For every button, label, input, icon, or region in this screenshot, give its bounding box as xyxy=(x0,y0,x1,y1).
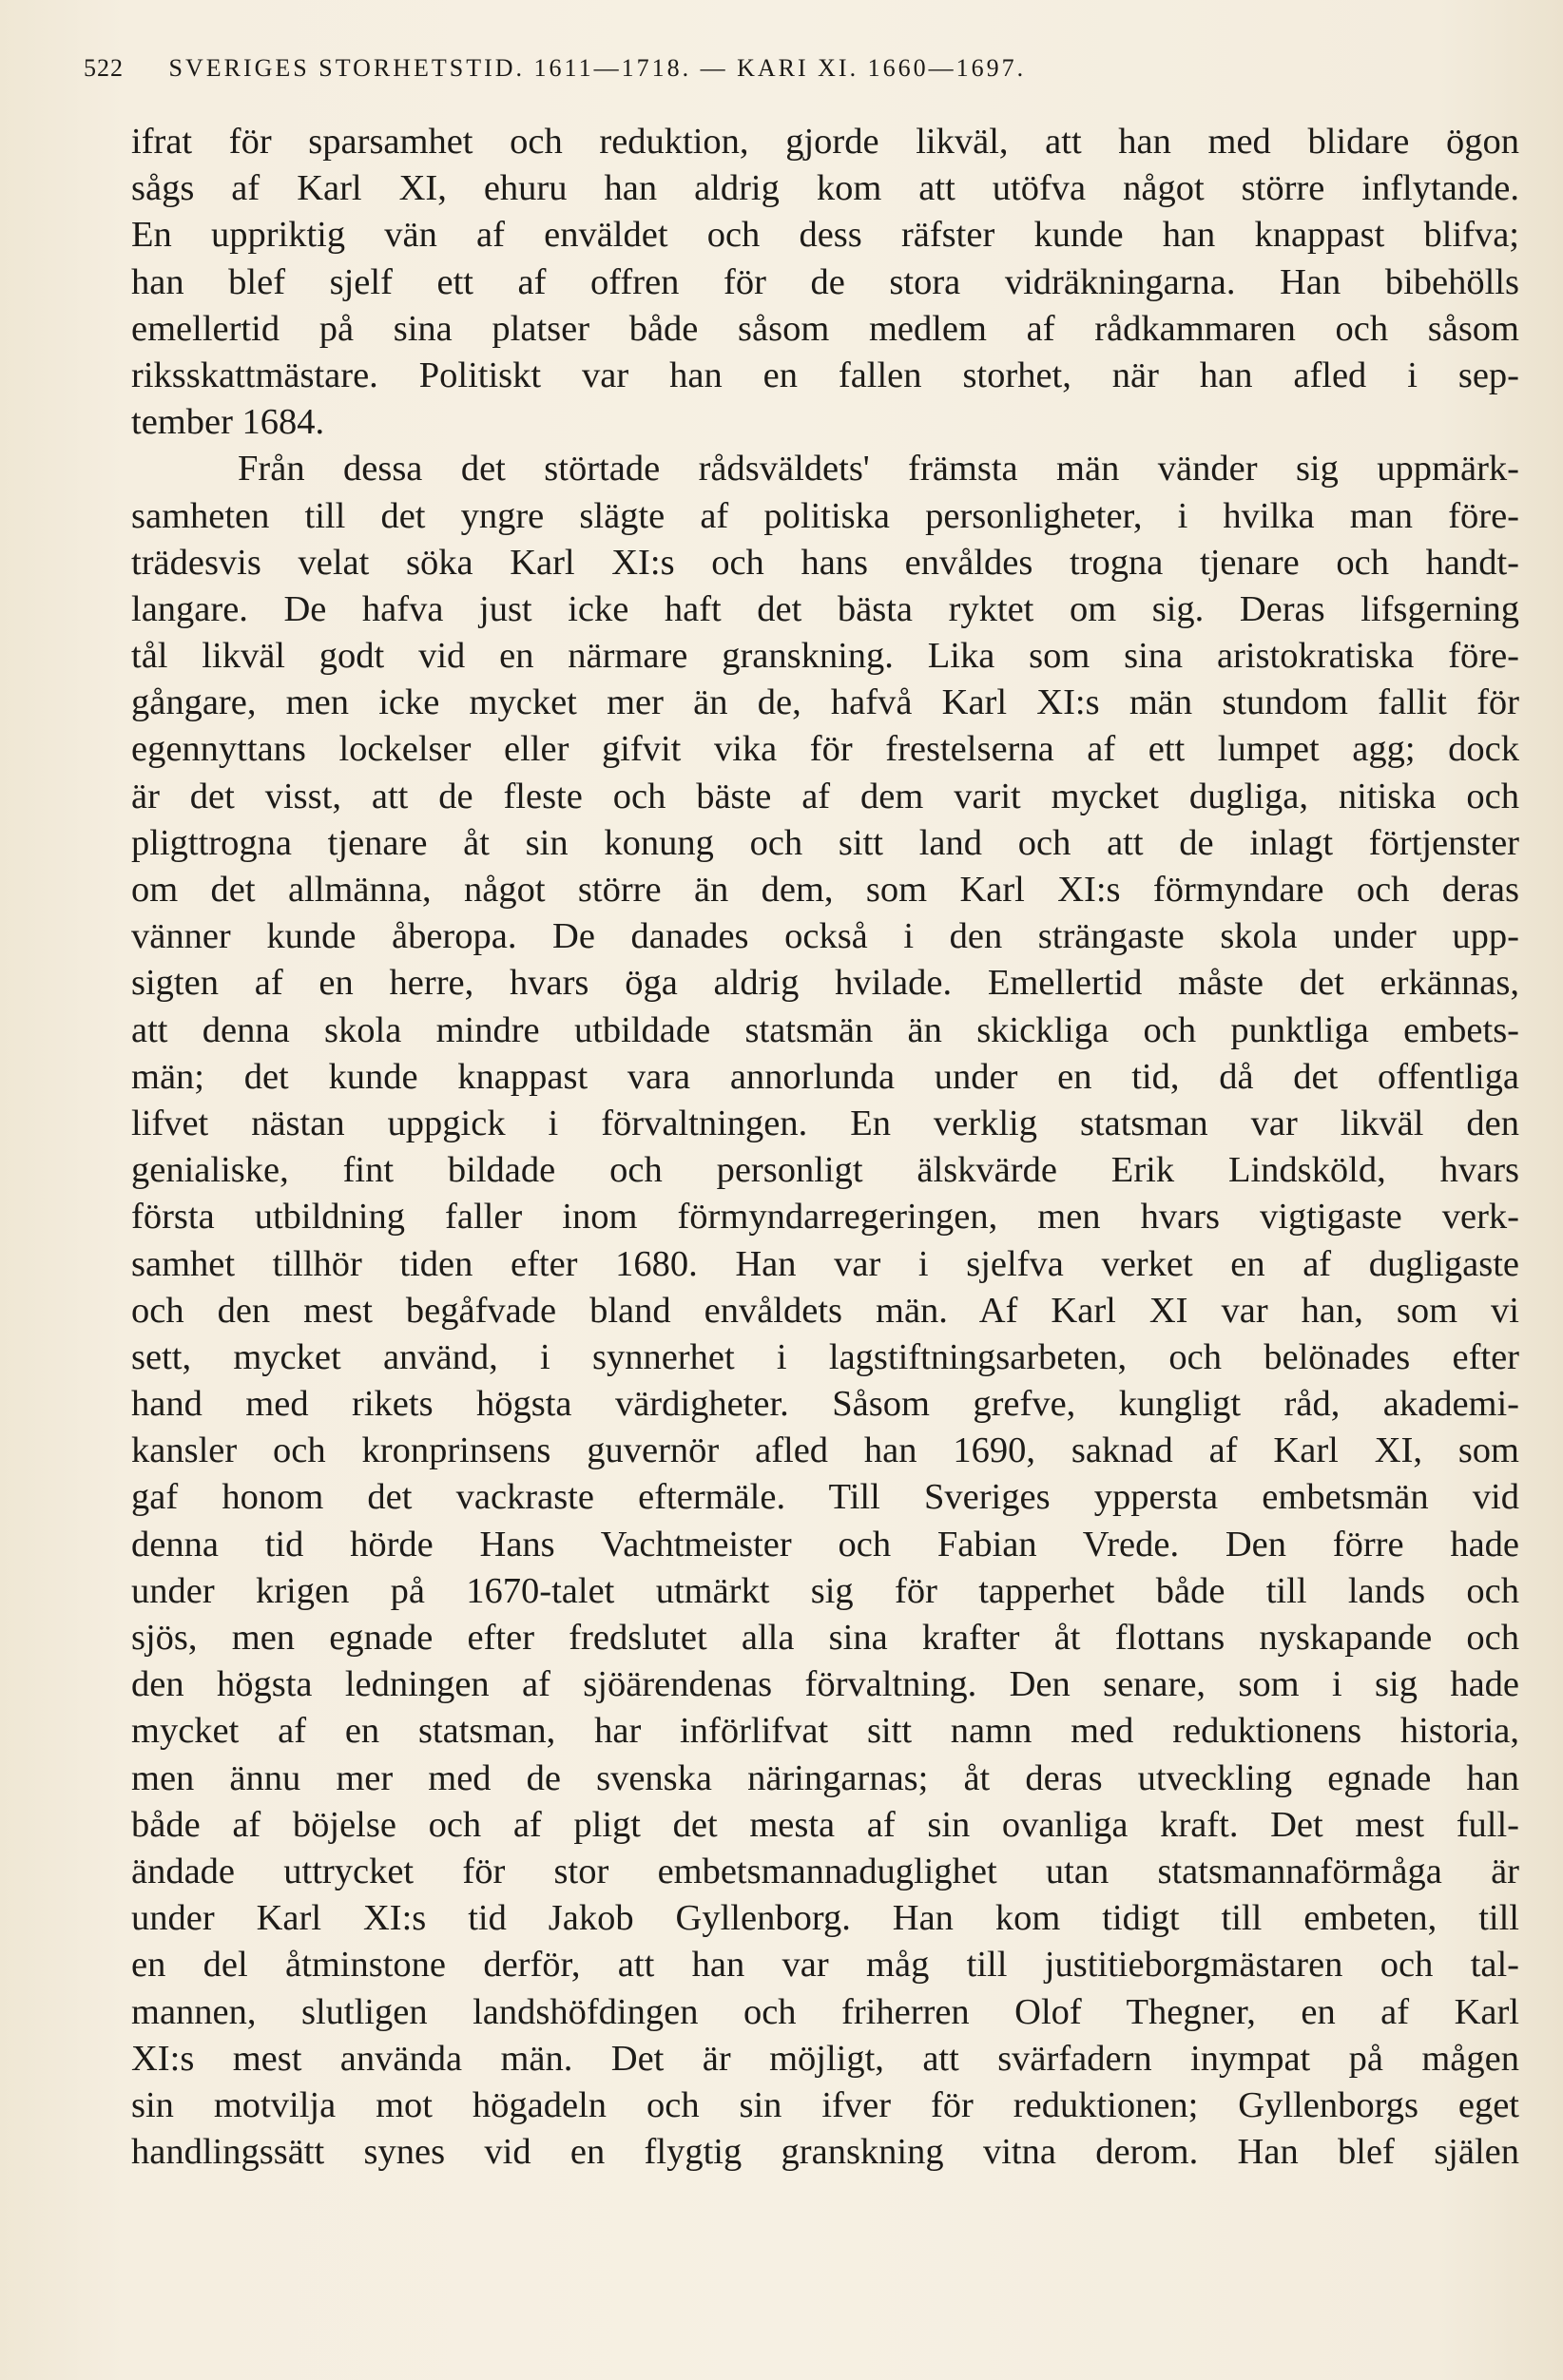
text-line: mannen, slutligen landshöfdingen och friherren Olof Thegner, en af Karl xyxy=(131,1991,1519,2032)
text-line: handlingssätt synes vid en flygtig granskning vitna derom. Han blef själen xyxy=(131,2132,1519,2173)
text-line: sigten af en herre, hvars öga aldrig hvilade. Emellertid måste det erkännas, xyxy=(131,963,1519,1004)
text-line: langare. De hafva just icke haft det bästa ryktet om sig. Deras lifsgerning xyxy=(131,588,1519,629)
text-line: genialiske, fint bildade och personligt älskvärde Erik Lindsköld, hvars xyxy=(131,1150,1519,1191)
text-line: egennyttans lockelser eller gifvit vika för frestelserna af ett lumpet agg; dock xyxy=(131,729,1519,770)
text-line: samheten till det yngre slägte af politiska personligheter, i hvilka man före- xyxy=(131,495,1519,536)
text-line: ändade uttrycket för stor embetsmannaduglighet utan statsmannaförmåga är xyxy=(131,1851,1519,1891)
text-line: gångare, men icke mycket mer än de, hafvå Karl XI:s män stundom fallit för xyxy=(131,682,1519,723)
text-line: denna tid hörde Hans Vachtmeister och Fabian Vrede. Den förre hade xyxy=(131,1524,1519,1564)
text-line: att denna skola mindre utbildade statsmän än skickliga och punktliga embets- xyxy=(131,1009,1519,1050)
text-line: under krigen på 1670-talet utmärkt sig för tapperhet både till lands och xyxy=(131,1570,1519,1611)
paragraph-start-line: Från dessa det störtade rådsväldets' främsta män vänder sig uppmärk- xyxy=(238,449,1519,489)
text-line: sågs af Karl XI, ehuru han aldrig kom att utöfva något större inflytande. xyxy=(131,168,1519,209)
header-spacer xyxy=(133,54,161,82)
text-line: ifrat för sparsamhet och reduktion, gjorde likväl, att han med blidare ögon xyxy=(131,122,1519,162)
running-header xyxy=(84,49,1510,87)
text-line: lifvet nästan uppgick i förvaltningen. En verklig statsman var likväl den xyxy=(131,1103,1519,1143)
body-text xyxy=(131,119,1519,2176)
text-line: XI:s mest använda män. Det är möjligt, att svärfadern inympat på mågen xyxy=(131,2038,1519,2079)
text-line: pligttrogna tjenare åt sin konung och sitt land och att de inlagt förtjenster xyxy=(131,822,1519,863)
text-line: samhet tillhör tiden efter 1680. Han var i sjelfva verket en af dugligaste xyxy=(131,1243,1519,1284)
text-line: En uppriktig vän af enväldet och dess räfster kunde han knappast blifva; xyxy=(131,215,1519,256)
text-line: är det visst, att de fleste och bäste af dem varit mycket dugliga, nitiska och xyxy=(131,776,1519,816)
text-line: sin motvilja mot högadeln och sin ifver för reduktionen; Gyllenborgs eget xyxy=(131,2084,1519,2125)
text-line: vänner kunde åberopa. De danades också i den strängaste skola under upp- xyxy=(131,916,1519,957)
text-line: både af böjelse och af pligt det mesta af sin ovanliga kraft. Det mest full- xyxy=(131,1804,1519,1845)
text-line: gaf honom det vackraste eftermäle. Till Sveriges yppersta embetsmän vid xyxy=(131,1477,1519,1518)
text-line: emellertid på sina platser både såsom medlem af rådkammaren och såsom xyxy=(131,308,1519,349)
text-line: en del åtminstone derför, att han var måg till justitieborgmästaren och tal- xyxy=(131,1945,1519,1986)
text-line: och den mest begåfvade bland envåldets män. Af Karl XI var han, som vi xyxy=(131,1290,1519,1331)
text-line: han blef sjelf ett af offren för de stora vidräkningarna. Han bibehölls xyxy=(131,261,1519,302)
text-line: sett, mycket använd, i synnerhet i lagstiftningsarbeten, och belönades efter xyxy=(131,1336,1519,1377)
text-line: kansler och kronprinsens guvernör afled han 1690, saknad af Karl XI, som xyxy=(131,1430,1519,1471)
text-line: sjös, men egnade efter fredslutet alla sina krafter åt flottans nyskapande och xyxy=(131,1618,1519,1658)
text-line: under Karl XI:s tid Jakob Gyllenborg. Han kom tidigt till embeten, till xyxy=(131,1898,1519,1939)
text-line: första utbildning faller inom förmyndarregeringen, men hvars vigtigaste verk- xyxy=(131,1197,1519,1238)
running-title: SVERIGES STORHETSTID. 1611—1718. — KARI XI. 1660—1697. xyxy=(168,54,1027,82)
text-line: om det allmänna, något större än dem, som Karl XI:s förmyndare och deras xyxy=(131,870,1519,910)
text-line: trädesvis velat söka Karl XI:s och hans envåldes trogna tjenare och handt- xyxy=(131,542,1519,583)
text-line: tål likväl godt vid en närmare granskning. Lika som sina aristokratiska före- xyxy=(131,636,1519,677)
text-line: tember 1684. xyxy=(131,402,325,443)
text-line: män; det kunde knappast vara annorlunda under en tid, då det offentliga xyxy=(131,1056,1519,1097)
text-line: den högsta ledningen af sjöärendenas förvaltning. Den senare, som i sig hade xyxy=(131,1664,1519,1705)
text-line: riksskattmästare. Politiskt var han en fallen storhet, när han afled i sep- xyxy=(131,355,1519,395)
page-number: 522 xyxy=(84,54,124,82)
text-line: mycket af en statsman, har införlifvat sitt namn med reduktionens historia, xyxy=(131,1711,1519,1752)
text-line: men ännu mer med de svenska näringarnas; åt deras utveckling egnade han xyxy=(131,1757,1519,1798)
text-line: hand med rikets högsta värdigheter. Såsom grefve, kungligt råd, akademi- xyxy=(131,1384,1519,1425)
